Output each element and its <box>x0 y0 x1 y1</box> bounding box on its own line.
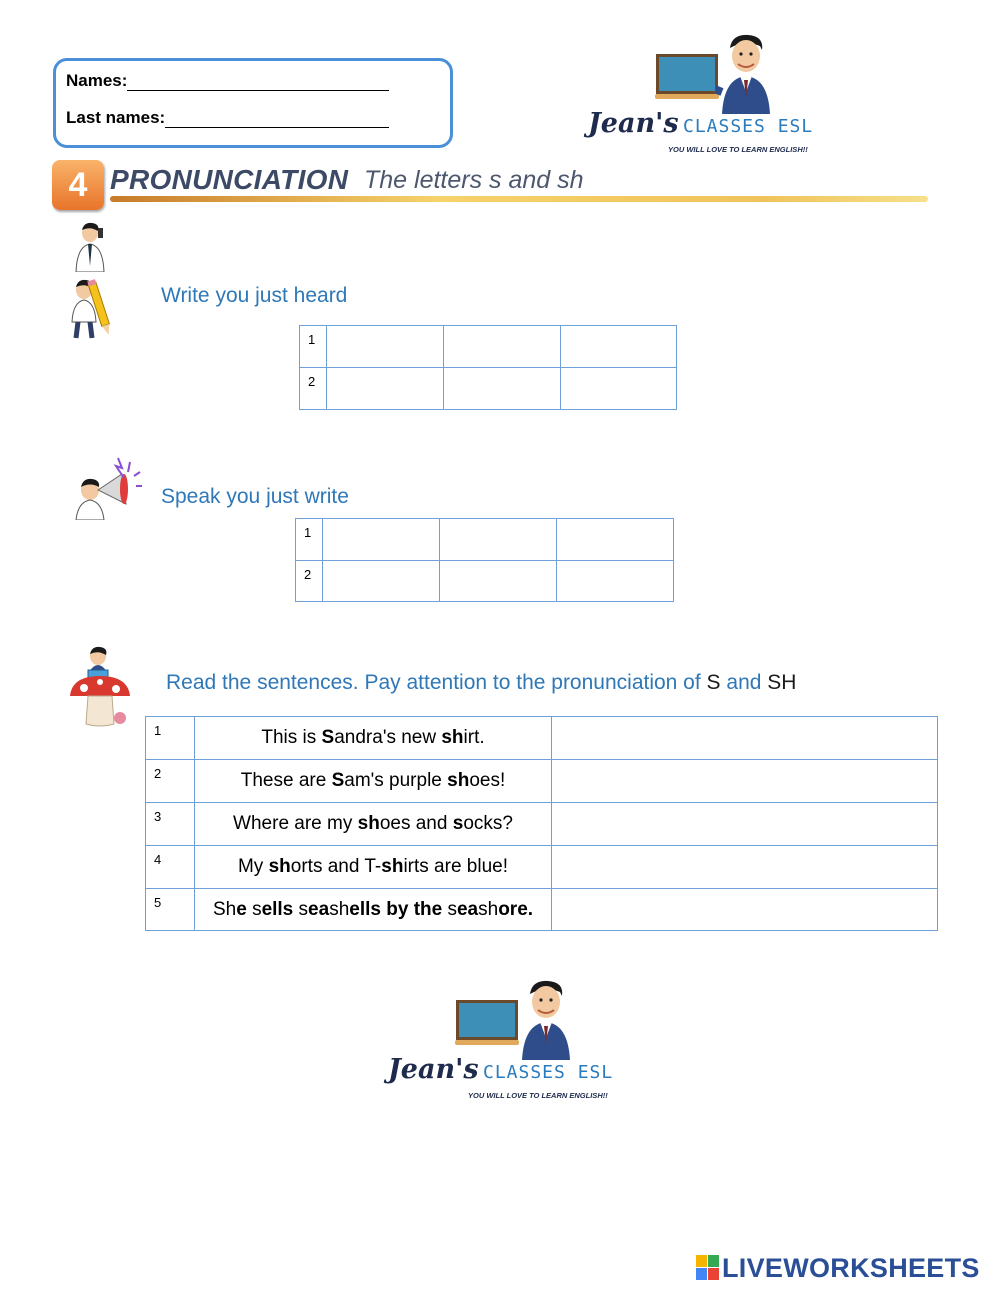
answer-cell[interactable] <box>557 560 674 602</box>
jeans-classes-logo-top <box>588 32 828 157</box>
sentence-text: This is <box>261 727 322 748</box>
liveworksheets-logo-icon <box>696 1255 720 1281</box>
read-instruction-main: Read the sentences. Pay attention to the pronunciation of <box>166 671 707 694</box>
sentence-cell <box>195 760 552 803</box>
sentence-text: ocks? <box>463 813 513 834</box>
row-number: 4 <box>146 846 195 889</box>
reading-teacher-icon <box>68 646 134 728</box>
liveworksheets-text: LIVEWORKSHEETS <box>722 1253 980 1283</box>
row-number: 1 <box>296 519 323 561</box>
highlight-letters: ea <box>456 898 479 920</box>
teacher-avatar-icon <box>716 32 776 114</box>
answer-cell[interactable] <box>327 368 444 410</box>
table-row <box>296 519 674 561</box>
read-instruction-and: and <box>720 671 768 694</box>
answer-cell[interactable] <box>327 326 444 368</box>
sentence-cell <box>195 717 552 760</box>
chalkboard-icon <box>656 54 718 94</box>
highlight-letters: ells by the <box>349 898 448 920</box>
jeans-classes-logo-bottom <box>388 978 628 1103</box>
logo-brand-text: CLASSES ESL <box>483 1062 614 1083</box>
row-number: 3 <box>146 803 195 846</box>
section-title: PRONUNCIATION <box>110 164 349 195</box>
answer-cell[interactable] <box>444 368 561 410</box>
sentence-text: These are <box>240 770 332 791</box>
highlight-letters: s <box>452 813 464 834</box>
logo-brand-bottom <box>388 1054 613 1085</box>
sentence-text: am's purple <box>344 770 448 791</box>
row-number: 2 <box>146 760 195 803</box>
teacher-avatar-icon <box>516 978 576 1060</box>
section-subtitle: The letters s and sh <box>364 166 584 194</box>
row-number: 5 <box>146 889 195 931</box>
sentence-text: s <box>447 898 457 920</box>
table-row <box>146 803 938 846</box>
sentence-cell <box>195 846 552 889</box>
sentence-cell <box>195 889 552 931</box>
recording-cell[interactable] <box>552 803 938 846</box>
recording-cell[interactable] <box>552 846 938 889</box>
write-answer-table <box>299 325 677 410</box>
listen-teacher-icon[interactable] <box>72 222 112 272</box>
speak-answer-table <box>295 518 674 602</box>
speak-instruction: Speak you just write <box>161 485 349 508</box>
highlight-letters: e <box>236 898 253 920</box>
table-row <box>146 889 938 931</box>
highlight-letters: sh <box>357 813 380 834</box>
logo-brand-script: Jean's <box>588 108 679 139</box>
sentence-text: sh <box>329 898 350 920</box>
logo-brand-text: CLASSES ESL <box>683 116 814 137</box>
answer-cell[interactable] <box>561 368 677 410</box>
sentence-text: orts and T- <box>290 856 382 877</box>
highlight-letters: ea <box>308 898 330 920</box>
answer-cell[interactable] <box>444 326 561 368</box>
answer-cell[interactable] <box>557 519 674 561</box>
student-name-box <box>53 58 453 148</box>
sentence-text: s <box>252 898 262 920</box>
answer-cell[interactable] <box>561 326 677 368</box>
highlight-letters: S <box>331 770 345 791</box>
table-row <box>146 846 938 889</box>
read-instruction-s: S <box>706 671 721 694</box>
table-row <box>300 326 677 368</box>
lastnames-label: Last names: <box>66 108 166 127</box>
highlight-letters: sh <box>441 727 464 748</box>
highlight-letters: sh <box>447 770 470 791</box>
names-label: Names: <box>66 71 128 90</box>
logo-tagline-bottom: YOU WILL LOVE TO LEARN ENGLISH!! <box>468 1091 608 1100</box>
highlight-letters: S <box>321 727 335 748</box>
logo-brand-top <box>588 108 813 139</box>
recording-cell[interactable] <box>552 717 938 760</box>
names-underline[interactable] <box>127 74 389 91</box>
read-instruction <box>166 671 796 695</box>
sentence-text: oes! <box>469 770 506 791</box>
table-row <box>300 368 677 410</box>
chalkboard-icon <box>456 1000 518 1040</box>
row-number: 2 <box>296 560 323 602</box>
section-number-badge: 4 <box>52 160 104 210</box>
sentences-table <box>145 716 938 931</box>
sentence-text: Sh <box>212 898 237 920</box>
recording-cell[interactable] <box>552 889 938 931</box>
sentence-text: oes and <box>379 813 453 834</box>
logo-tagline-top: YOU WILL LOVE TO LEARN ENGLISH!! <box>668 145 808 154</box>
section-divider <box>110 196 928 202</box>
table-row <box>146 717 938 760</box>
row-number: 2 <box>300 368 327 410</box>
recording-cell[interactable] <box>552 760 938 803</box>
lastnames-field[interactable] <box>66 108 389 128</box>
sentence-text: sh <box>478 898 499 920</box>
sentence-text: My <box>237 856 269 877</box>
sentence-text: irts are blue! <box>403 856 508 877</box>
write-instruction: Write you just heard <box>161 284 348 307</box>
row-number: 1 <box>146 717 195 760</box>
sentence-text: s <box>298 898 309 920</box>
lastnames-underline[interactable] <box>165 111 389 128</box>
names-field[interactable] <box>66 71 389 91</box>
answer-cell[interactable] <box>323 560 440 602</box>
liveworksheets-brand[interactable] <box>696 1253 980 1286</box>
answer-cell[interactable] <box>440 519 557 561</box>
highlight-letters: ore. <box>498 898 534 920</box>
highlight-letters: ells <box>261 898 299 920</box>
highlight-letters: sh <box>268 856 291 877</box>
row-number: 1 <box>300 326 327 368</box>
megaphone-teacher-icon[interactable] <box>74 452 144 520</box>
pencil-teacher-icon <box>70 278 112 340</box>
sentence-text: andra's new <box>334 727 442 748</box>
sentence-cell <box>195 803 552 846</box>
table-row <box>146 760 938 803</box>
sentence-text: Where are my <box>233 813 358 834</box>
answer-cell[interactable] <box>440 560 557 602</box>
logo-brand-script: Jean's <box>388 1054 479 1085</box>
read-instruction-sh: SH <box>767 671 797 694</box>
sentence-text: irt. <box>463 727 485 748</box>
answer-cell[interactable] <box>323 519 440 561</box>
highlight-letters: sh <box>381 856 404 877</box>
table-row <box>296 560 674 602</box>
